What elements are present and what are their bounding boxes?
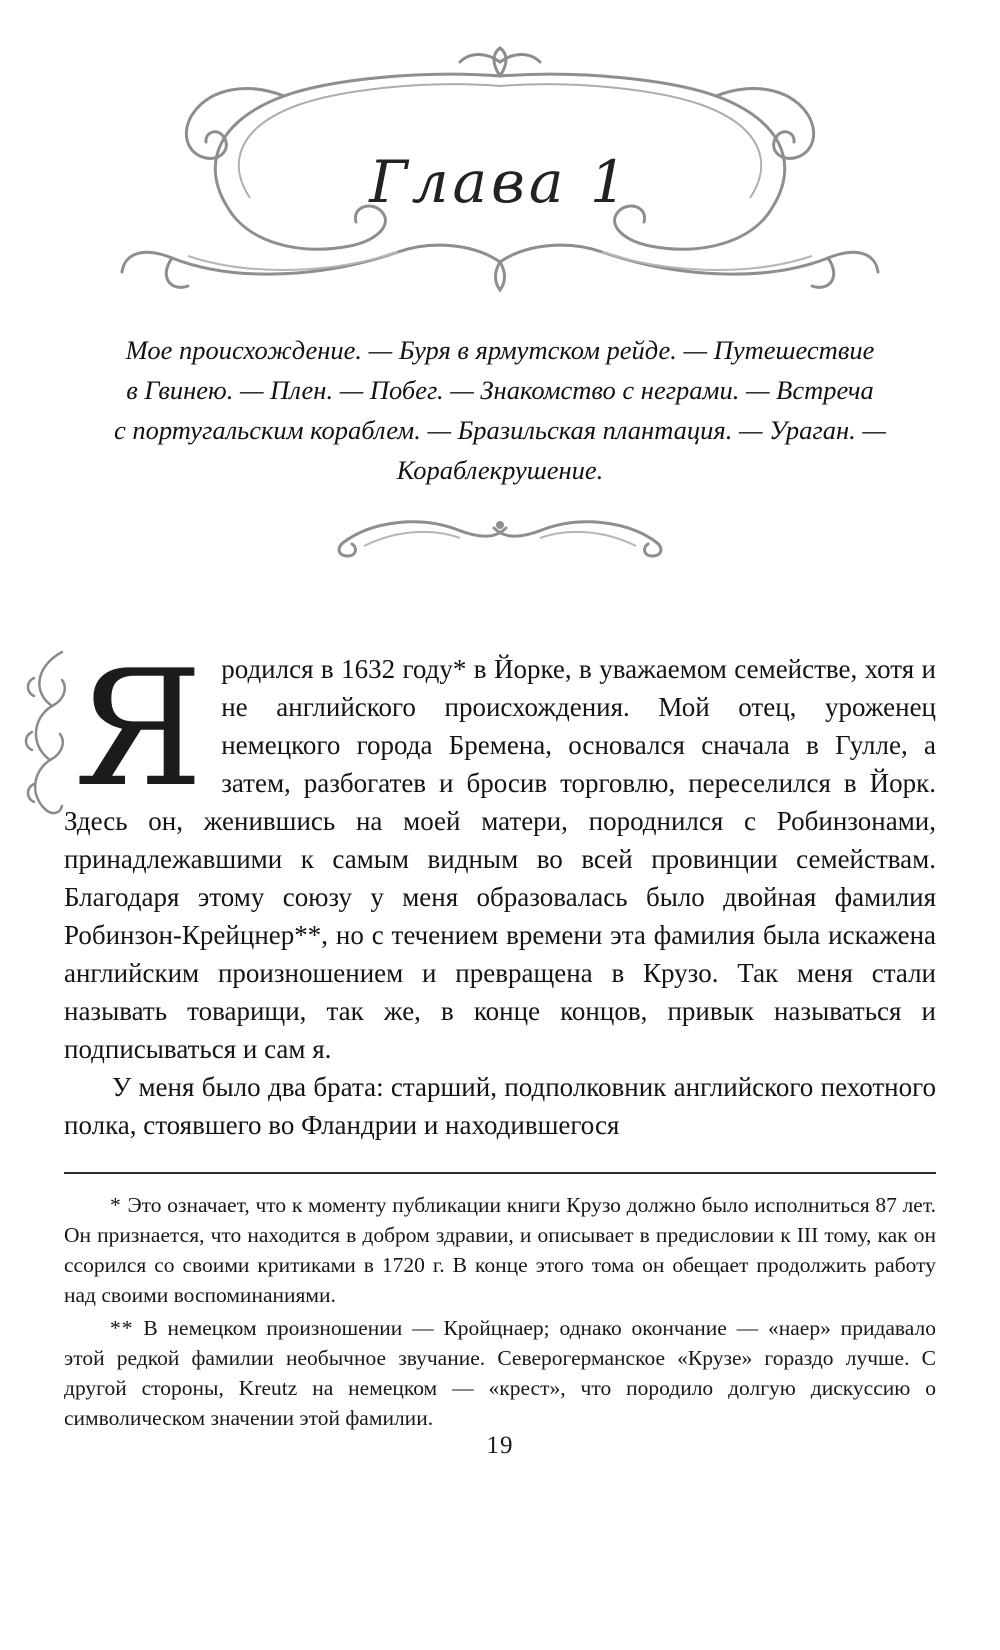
section-divider [64, 512, 936, 564]
footnotes [64, 1190, 936, 1433]
paragraph-text: родился в 1632 году* в Йорке, в уважаемом семействе, хотя и не английского происхождения. Мой отец, уроженец немецкого города Бремена, основался сначала в Гулле, а затем, разбогатев и бросив торговлю, переселился в Йорк. Здесь он, женившись на моей матери, породнился с Робинзонами, принадлежавшими к самым видным во всей провинции семействам. Благодаря этому союзу у меня образовалась было двойная фамилия Робинзон-Крейцнер**, но с течением времени эта фамилия была искажена английским произношением и превращена в Крузо. Так меня стали называть товарищи, так же, в конце концов, привык называться и подписываться и сам я. [64, 654, 936, 1064]
drop-cap: Я [74, 635, 204, 822]
body-text [64, 635, 936, 1144]
footnote-text: Это означает, что к моменту публикации книги Крузо должно было исполниться 87 лет. Он признается, что находится в добром здравии, и описывает в предисловии к III тому, как он ссорился со своими критиками в 1720 г. В конце этого тома он обещает продолжить работу над своими воспоминаниями. [64, 1193, 936, 1307]
chapter-epigraph [64, 330, 936, 490]
footnote-marker: * [110, 1193, 122, 1217]
footnote-rule [64, 1172, 936, 1174]
epigraph-line: в Гвинею. — Плен. — Побег. — Знакомство с неграми. — Встреча [126, 375, 874, 405]
footnote-item [64, 1190, 936, 1310]
divider-flourish-icon [330, 512, 670, 560]
page-number: 19 [486, 1432, 514, 1459]
dropcap-vine-icon [24, 648, 70, 828]
paragraph-second: У меня было два брата: старший, подполковник английского пехотного полка, стоявшего во Фландрии и находившегося [64, 1072, 936, 1140]
chapter-title: Глава 1 [369, 148, 631, 216]
epigraph-line: с португальским кораблем. — Бразильская плантация. — Ураган. — [114, 415, 886, 445]
footnote-marker: ** [110, 1316, 134, 1340]
footnote-item [64, 1313, 936, 1433]
epigraph-line: Мое происхождение. — Буря в ярмутском рейде. — Путешествие [125, 335, 875, 365]
epigraph-line: Кораблекрушение. [396, 455, 604, 485]
chapter-header [88, 46, 912, 296]
footnote-text: В немецком произношении — Кройцнаер; однако окончание — «наер» придавало этой редкой фамилии необычное звучание. Северогерманское «Крузе» гораздо лучше. С другой стороны, Kreutz на немецком — «крест», что породило долгую дискуссию о символическом значении этой фамилии. [64, 1316, 937, 1430]
paragraph-first [64, 635, 936, 1068]
